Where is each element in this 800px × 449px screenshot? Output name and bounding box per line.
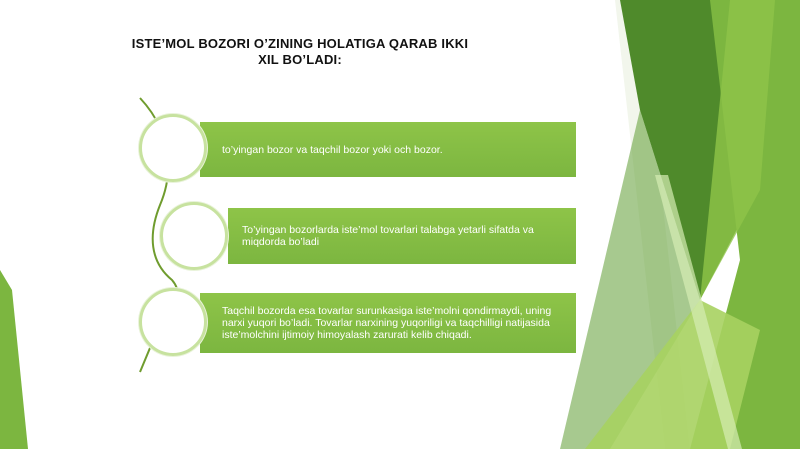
list-item-text: to’yingan bozor va taqchil bozor yoki och bozor. [222,143,443,156]
list-item-bar [200,293,576,353]
list-item-circle-marker [160,202,228,270]
list-item-circle-marker [139,114,207,182]
list-item-bar [200,122,576,177]
slide-title: ISTE’MOL BOZORI O’ZINING HOLATIGA QARAB IKKI XIL BO’LADI: [131,36,469,67]
list-item-text: To’yingan bozorlarda iste’mol tovarlari talabga yetarli sifatda va miqdorda bo’ladi [242,224,534,248]
list-item-bar [228,208,576,264]
list-item-circle-marker [139,288,207,356]
list-item-text: Taqchil bozorda esa tovarlar surunkasiga iste’molni qondirmaydi, uning narxi yuqori bo’ladi. Tovarlar narxining yuqoriligi va taqchilligi natijasida iste’molchini ijtimoiy himoyalash zarurati kelib chiqadi. [222,305,552,341]
